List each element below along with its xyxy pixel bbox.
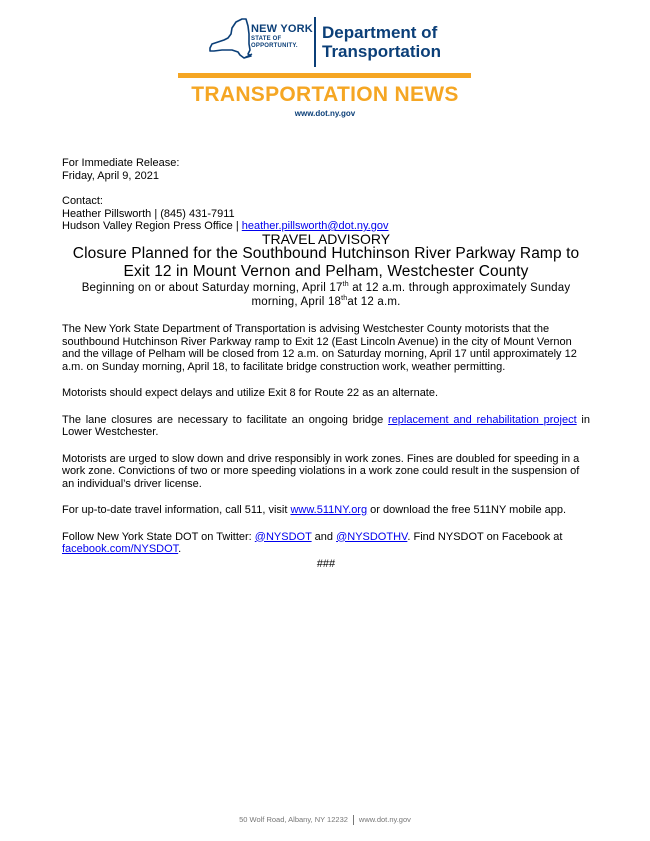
- paragraph-social: [62, 531, 590, 556]
- social-text-mid2: . Find NYSDOT on Facebook at: [407, 530, 563, 543]
- 511ny-link[interactable]: www.511NY.org: [290, 504, 368, 516]
- subhead-part-3: at 12 a.m.: [347, 296, 401, 308]
- new-york-state-map-icon: [204, 16, 254, 62]
- project-link[interactable]: replacement and rehabilitation project: [388, 413, 577, 426]
- nys-dot-logo: [204, 14, 454, 66]
- paragraph-project: [62, 414, 590, 439]
- footer: [0, 815, 650, 825]
- social-text-mid: and: [311, 530, 337, 543]
- advisory-title: TRAVEL ADVISORY: [261, 230, 391, 247]
- release-label: For Immediate Release:: [62, 157, 180, 169]
- footer-address: 50 Wolf Road, Albany, NY 12232: [239, 815, 348, 824]
- social-text-pre: Follow New York State DOT on Twitter:: [62, 530, 255, 543]
- press-release-body: [62, 157, 590, 570]
- subhead-part-1: Beginning on or about Saturday morning, April 17: [81, 282, 343, 294]
- twitter-nysdothv-link[interactable]: @NYSDOTHV: [336, 530, 408, 543]
- paragraph-travel-info: [62, 504, 590, 517]
- subheadline: [62, 281, 590, 309]
- banner-title: TRANSPORTATION NEWS: [191, 83, 459, 106]
- subhead-part-2: at 12 a.m. through approximately Sunday morning, April 18: [251, 282, 571, 308]
- department-name: [322, 23, 441, 61]
- new-york-wordmark: [251, 24, 313, 49]
- banner-rule: [178, 73, 471, 78]
- department-line-2: Transportation: [322, 42, 442, 61]
- facebook-link[interactable]: facebook.com/NYSDOT: [62, 543, 179, 555]
- state-tagline-2: OPPORTUNITY.: [251, 43, 298, 49]
- contact-office-text: Hudson Valley Region Press Office |: [62, 220, 242, 232]
- twitter-nysdot-link[interactable]: @NYSDOT: [254, 530, 312, 543]
- travel-text-pre: For up-to-date travel information, call 511, visit: [62, 504, 291, 516]
- project-text-pre: The lane closures are necessary to facilitate an ongoing bridge: [62, 413, 389, 426]
- headline: Closure Planned for the Southbound Hutchinson River Parkway Ramp to Exit 12 in Mount Vernon and Pelham, Westchester County: [72, 245, 580, 280]
- paragraph-closure: The New York State Department of Transportation is advising Westchester County motorists that the southbound Hutchinson River Parkway ramp to Exit 12 (East Lincoln Avenue) in the city of Mount Vernon and the village of Pelham will be closed from 12 a.m. on Saturday morning, April 17 until approximately 12 a.m. on Sunday morning, April 18, to facilitate bridge construction work, weather permitting.: [62, 323, 577, 373]
- contact-label: Contact:: [62, 195, 103, 207]
- header-website: www.dot.ny.gov: [294, 109, 356, 118]
- subhead-sup-2: th: [341, 295, 348, 303]
- release-date: Friday, April 9, 2021: [62, 169, 160, 182]
- contact-email-link[interactable]: heather.pillsworth@dot.ny.gov: [241, 220, 389, 232]
- state-tagline-1: STATE OF: [251, 36, 282, 42]
- contact-person: Heather Pillsworth | (845) 431-7911: [62, 207, 235, 220]
- paragraph-delays: Motorists should expect delays and utilize Exit 8 for Route 22 as an alternate.: [62, 387, 439, 399]
- subhead-sup-1: th: [342, 281, 349, 289]
- state-name: NEW YORK: [251, 23, 313, 35]
- letterhead: [0, 0, 650, 125]
- footer-website: www.dot.ny.gov: [358, 815, 411, 824]
- department-line-1: Department of: [322, 23, 438, 42]
- paragraph-work-zones: Motorists are urged to slow down and drive responsibly in work zones. Fines are doubled for speeding in a work zone. Convictions of two or more speeding violations in a work zone could result in the suspension of an individual’s driver license.: [62, 452, 580, 490]
- project-text-post: in Lower Westchester.: [62, 413, 590, 438]
- travel-text-post: or download the free 511NY mobile app.: [367, 504, 567, 516]
- logo-divider: [314, 17, 316, 67]
- social-text-end: .: [178, 543, 182, 555]
- end-mark: ###: [316, 557, 336, 570]
- footer-divider: [353, 815, 354, 825]
